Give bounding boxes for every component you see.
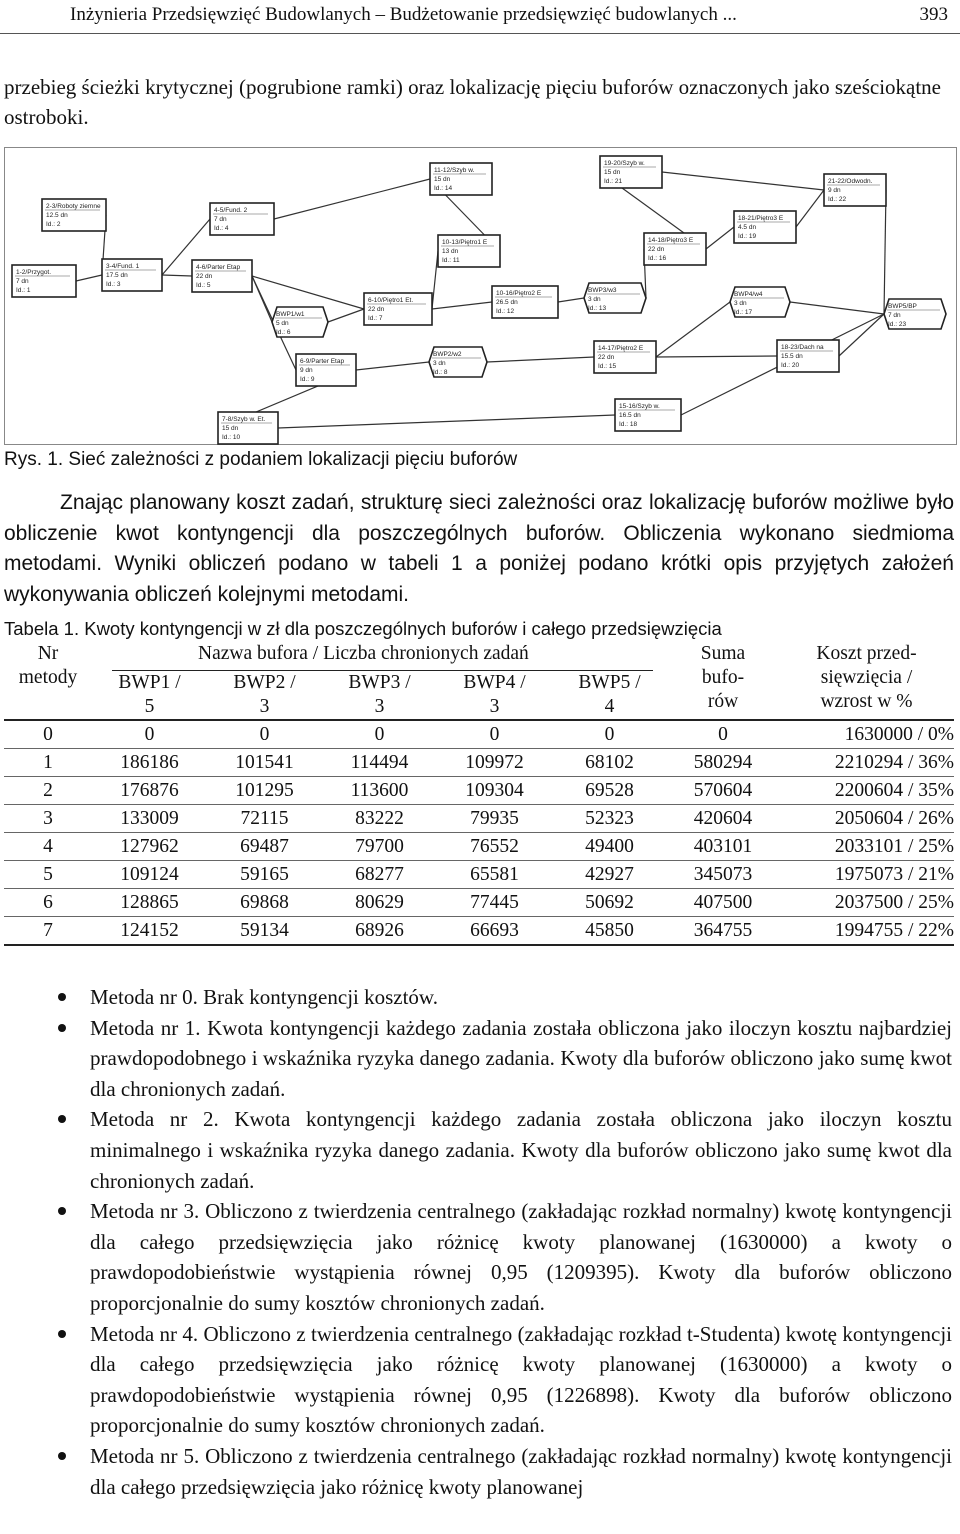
node-duration: 16.5 dn <box>619 412 641 419</box>
node-id: Id.: 22 <box>828 196 847 203</box>
node-duration: 9 dn <box>828 187 841 194</box>
node-duration: 7 dn <box>214 216 227 223</box>
node-duration: 22 dn <box>196 273 213 280</box>
header-group-label: Nazwa bufora / Liczba chronionych zadań <box>198 643 529 664</box>
method-item <box>54 1319 952 1441</box>
task-node <box>102 259 162 291</box>
node-duration: 3 dn <box>588 296 601 303</box>
buffer-node <box>272 307 328 337</box>
task-node <box>777 340 839 372</box>
buffer-name: BWP4 / <box>463 672 526 693</box>
node-label: 6-10/Piętro1 Et. <box>368 297 414 304</box>
method-item-text: Metoda nr 2. Kwota kontyngencji każdego zadania została obliczona jako iloczyn kosztu minimalnego i wskaźnika ryzyka danego zadania. Kwoty dla buforów obliczono jako sumę kwot dla chronionych zadań. <box>90 1107 952 1193</box>
table-cell: 345073 <box>667 861 779 889</box>
method-item <box>54 1104 952 1196</box>
task-node <box>42 199 106 231</box>
table-cell: 113600 <box>322 777 437 805</box>
node-duration: 15 dn <box>222 425 239 432</box>
table-cell: 2037500 / 25% <box>779 889 954 917</box>
header-buffer-4 <box>437 671 552 720</box>
method-item <box>54 1013 952 1105</box>
figure-caption: Rys. 1. Sieć zależności z podaniem lokalizacji pięciu buforów <box>4 449 518 470</box>
contingency-table <box>4 642 954 946</box>
buffer-node <box>429 347 487 377</box>
bullet-dot-icon <box>58 1452 66 1460</box>
table-cell: 69868 <box>207 889 322 917</box>
method-number-cell: 1 <box>4 749 92 777</box>
node-id: Id.: 16 <box>648 255 667 262</box>
bullet-dot-icon <box>58 1207 66 1215</box>
task-node <box>824 174 886 206</box>
node-label: 18-23/Dach na <box>781 344 824 351</box>
bullet-dot-icon <box>58 1115 66 1123</box>
dependency-network-diagram <box>4 147 957 445</box>
buffer-count: 5 <box>144 696 155 717</box>
table-cell: 72115 <box>207 805 322 833</box>
node-duration: 12.5 dn <box>46 212 68 219</box>
node-label: 7-8/Szyb w. Et. <box>222 416 266 423</box>
node-label: 6-9/Parter Etap <box>300 358 345 365</box>
method-number-cell: 5 <box>4 861 92 889</box>
body-paragraph <box>4 488 954 610</box>
task-node <box>192 260 252 292</box>
table-cell: 69487 <box>207 833 322 861</box>
table-cell: 50692 <box>552 889 667 917</box>
table-cell: 127962 <box>92 833 207 861</box>
header-sum-line1: Suma <box>700 643 746 664</box>
header-nr-line1: Nr <box>37 643 59 664</box>
node-label: 2-3/Roboty ziemne <box>46 203 101 210</box>
node-duration: 13 dn <box>442 248 459 255</box>
node-duration: 17.5 dn <box>106 272 128 279</box>
table-cell: 80629 <box>322 889 437 917</box>
node-duration: 5 dn <box>276 320 289 327</box>
table-cell: 2050604 / 26% <box>779 805 954 833</box>
buffer-node <box>730 287 790 317</box>
method-number-cell: 6 <box>4 889 92 917</box>
table-cell: 109304 <box>437 777 552 805</box>
table-cell: 133009 <box>92 805 207 833</box>
task-node <box>594 341 656 373</box>
task-node <box>364 293 432 325</box>
header-nr-line2: metody <box>18 667 78 688</box>
node-label: 1-2/Przygot. <box>16 269 52 276</box>
header-cost-line3: wzrost w % <box>820 691 913 712</box>
node-duration: 22 dn <box>648 246 665 253</box>
node-duration: 7 dn <box>888 312 901 319</box>
table-row <box>4 720 954 749</box>
node-id: Id.: 10 <box>222 434 241 441</box>
method-list <box>54 982 952 1502</box>
node-duration: 4.5 dn <box>738 224 757 231</box>
node-label: 18-21/Piętro3 E <box>738 215 784 222</box>
table-row <box>4 777 954 805</box>
table-cell: 101295 <box>207 777 322 805</box>
task-node <box>615 399 681 431</box>
buffer-count: 3 <box>489 696 500 717</box>
task-node <box>210 203 274 235</box>
table-caption: Tabela 1. Kwoty kontyngencji w zł dla poszczególnych buforów i całego przedsięwzięcia <box>4 618 722 639</box>
table-cell: 2200604 / 35% <box>779 777 954 805</box>
body-paragraph-text: Znając planowany koszt zadań, strukturę sieci zależności oraz lokalizację buforów możliwe było obliczenie kwot kontyngencji dla poszczególnych buforów. Obliczenia wykonano siedmioma metodami. Wyniki obliczeń podano w tabeli 1 a poniżej podano krótki opis przyjętych założeń wykonywania obliczeń kolejnymi metodami. <box>4 491 954 606</box>
header-buffer-2 <box>207 671 322 720</box>
running-header <box>0 0 960 34</box>
table-cell: 2210294 / 36% <box>779 749 954 777</box>
table-cell: 68277 <box>322 861 437 889</box>
table-cell: 83222 <box>322 805 437 833</box>
method-number-cell: 0 <box>4 720 92 749</box>
method-item <box>54 982 952 1013</box>
header-group <box>92 642 667 671</box>
buffer-node <box>884 299 946 329</box>
node-id: Id.: 21 <box>604 178 623 185</box>
table-cell: 49400 <box>552 833 667 861</box>
header-buffer-3 <box>322 671 437 720</box>
table-cell: 109124 <box>92 861 207 889</box>
table-cell: 403101 <box>667 833 779 861</box>
node-id: Id.: 2 <box>46 221 61 228</box>
table-cell: 42927 <box>552 861 667 889</box>
header-buffer-1 <box>92 671 207 720</box>
node-label: 14-17/Piętro2 E <box>598 345 644 352</box>
node-label: 15-16/Szyb w. <box>619 403 660 410</box>
table-cell: 114494 <box>322 749 437 777</box>
buffer-node <box>584 283 646 313</box>
table-cell: 570604 <box>667 777 779 805</box>
buffer-name: BWP1 / <box>118 672 181 693</box>
node-label: 4-6/Parter Etap <box>196 264 241 271</box>
node-id: Id.: 3 <box>106 281 121 288</box>
table-cell: 68926 <box>322 917 437 946</box>
node-label: 3-4/Fund. 1 <box>106 263 140 270</box>
table-cell: 580294 <box>667 749 779 777</box>
table-row <box>4 749 954 777</box>
method-item-text: Metoda nr 1. Kwota kontyngencji każdego zadania została obliczona jako iloczyn kosztu najbardziej prawdopodobnego i wskaźnika ryzyka danego zadania. Kwoty dla buforów obliczono jako sumę kwot dla chronionych zadań. <box>90 1015 952 1101</box>
node-duration: 15.5 dn <box>781 353 803 360</box>
table-cell: 76552 <box>437 833 552 861</box>
method-number-cell: 2 <box>4 777 92 805</box>
node-duration: 7 dn <box>16 278 29 285</box>
task-node <box>438 235 500 267</box>
table-cell: 124152 <box>92 917 207 946</box>
node-id: Id.: 12 <box>496 308 515 315</box>
node-duration: 26.5 dn <box>496 299 518 306</box>
node-id: Id.: 7 <box>368 315 383 322</box>
node-id: Id.: 6 <box>276 329 291 336</box>
table-cell: 186186 <box>92 749 207 777</box>
task-node <box>644 233 706 265</box>
table-cell: 0 <box>552 720 667 749</box>
table-cell: 0 <box>92 720 207 749</box>
node-id: Id.: 19 <box>738 233 757 240</box>
node-id: Id.: 13 <box>588 305 607 312</box>
table-cell: 69528 <box>552 777 667 805</box>
node-id: Id.: 14 <box>434 185 453 192</box>
node-duration: 9 dn <box>300 367 313 374</box>
node-label: BWP5/BP <box>888 303 917 310</box>
table-row <box>4 805 954 833</box>
page-number: 393 <box>919 4 948 25</box>
node-id: Id.: 8 <box>433 369 448 376</box>
network-figure <box>4 147 957 445</box>
method-item <box>54 1196 952 1318</box>
node-label: 21-22/Odwodn. <box>828 178 873 185</box>
table-row <box>4 861 954 889</box>
bullet-dot-icon <box>58 1330 66 1338</box>
task-node <box>218 412 278 444</box>
table-cell: 101541 <box>207 749 322 777</box>
node-duration: 15 dn <box>604 169 621 176</box>
table-cell: 1975073 / 21% <box>779 861 954 889</box>
buffer-name: BWP3 / <box>348 672 411 693</box>
method-number-cell: 7 <box>4 917 92 946</box>
table-cell: 176876 <box>92 777 207 805</box>
table-cell: 66693 <box>437 917 552 946</box>
header-sum-line2: bufo- <box>701 667 745 688</box>
table-cell: 2033101 / 25% <box>779 833 954 861</box>
table-cell: 420604 <box>667 805 779 833</box>
node-label: 4-5/Fund. 2 <box>214 207 248 214</box>
node-label: 10-13/Piętro1 E <box>442 239 488 246</box>
node-label: 14-18/Piętro3 E <box>648 237 694 244</box>
table-row <box>4 889 954 917</box>
method-item-text: Metoda nr 5. Obliczono z twierdzenia centralnego (zakładając rozkład normalny) kwotę kontyngencji dla całego przedsięwzięcia jako różnicę kwoty planowanej <box>90 1443 952 1499</box>
task-node <box>430 163 492 195</box>
table-row <box>4 833 954 861</box>
table-cell: 45850 <box>552 917 667 946</box>
node-id: Id.: 18 <box>619 421 638 428</box>
node-duration: 3 dn <box>734 300 747 307</box>
table-cell: 0 <box>322 720 437 749</box>
table-cell: 0 <box>207 720 322 749</box>
table-cell: 1630000 / 0% <box>779 720 954 749</box>
buffer-count: 3 <box>374 696 385 717</box>
table-cell: 1994755 / 22% <box>779 917 954 946</box>
node-id: Id.: 5 <box>196 282 211 289</box>
table-cell: 407500 <box>667 889 779 917</box>
header-cost-line2: sięwzięcia / <box>820 667 913 688</box>
node-label: BWP3/w3 <box>588 287 617 294</box>
node-label: BWP2/w2 <box>433 351 462 358</box>
table-cell: 109972 <box>437 749 552 777</box>
header-cost <box>779 642 954 720</box>
node-id: Id.: 9 <box>300 376 315 383</box>
node-duration: 15 dn <box>434 176 451 183</box>
header-cost-line1: Koszt przed- <box>816 643 917 664</box>
buffer-name: BWP5 / <box>578 672 641 693</box>
node-label: BWP4/w4 <box>734 291 763 298</box>
journal-title: Inżynieria Przedsięwzięć Budowlanych – Budżetowanie przedsięwzięć budowlanych ... <box>70 4 737 25</box>
buffer-count: 3 <box>259 696 270 717</box>
node-duration: 3 dn <box>433 360 446 367</box>
header-nr <box>4 642 92 720</box>
node-duration: 22 dn <box>368 306 385 313</box>
method-item-text: Metoda nr 4. Obliczono z twierdzenia centralnego (zakładając rozkład t-Studenta) kwotę kontyngencji dla całego przedsięwzięcia jako różnicę kwoty planowanej (1630000) a kwoty o prawdopodobieństwie wystąpienia równej 0,95 (1226898). Kwoty dla buforów obliczono proporcjonalnie do sumy kosztów chronionych zadań. <box>90 1321 952 1438</box>
header-sum <box>667 642 779 720</box>
node-label: 10-16/Piętro2 E <box>496 290 542 297</box>
table-cell: 364755 <box>667 917 779 946</box>
bullet-dot-icon <box>58 1024 66 1032</box>
table-cell: 52323 <box>552 805 667 833</box>
node-id: Id.: 20 <box>781 362 800 369</box>
header-buffer-5 <box>552 671 667 720</box>
method-item-text: Metoda nr 3. Obliczono z twierdzenia centralnego (zakładając rozkład normalny) kwotę kontyngencji dla całego przedsięwzięcia jako różnicę kwoty planowanej (1630000) a kwoty o prawdopodobieństwie wystąpienia równej 0,95 (1209395). Kwoty dla buforów obliczono proporcjonalnie do sumy kosztów chronionych zadań. <box>90 1199 952 1315</box>
table-cell: 0 <box>667 720 779 749</box>
node-label: 11-12/Szyb w. <box>434 167 475 174</box>
table-row <box>4 917 954 946</box>
node-id: Id.: 23 <box>888 321 907 328</box>
table-cell: 65581 <box>437 861 552 889</box>
method-number-cell: 4 <box>4 833 92 861</box>
task-node <box>12 265 76 297</box>
node-label: 19-20/Szyb w. <box>604 160 645 167</box>
node-label: BWP1/w1 <box>276 311 305 318</box>
bullet-dot-icon <box>58 993 66 1001</box>
table-cell: 77445 <box>437 889 552 917</box>
method-item-text: Metoda nr 0. Brak kontyngencji kosztów. <box>90 985 438 1009</box>
table-cell: 79935 <box>437 805 552 833</box>
task-node <box>600 156 662 188</box>
method-item <box>54 1441 952 1502</box>
intro-text: przebieg ścieżki krytycznej (pogrubione ramki) oraz lokalizację pięciu buforów oznaczonych jako sześciokątne ostroboki. <box>4 75 942 129</box>
table-cell: 59165 <box>207 861 322 889</box>
table-header-row-1 <box>4 642 954 671</box>
node-id: Id.: 17 <box>734 309 753 316</box>
header-sum-line3: rów <box>707 691 739 712</box>
table-cell: 68102 <box>552 749 667 777</box>
table-cell: 0 <box>437 720 552 749</box>
method-number-cell: 3 <box>4 805 92 833</box>
task-node <box>492 286 558 318</box>
table-cell: 59134 <box>207 917 322 946</box>
table-cell: 79700 <box>322 833 437 861</box>
node-id: Id.: 15 <box>598 363 617 370</box>
buffer-name: BWP2 / <box>233 672 296 693</box>
node-duration: 22 dn <box>598 354 615 361</box>
table-cell: 128865 <box>92 889 207 917</box>
buffer-count: 4 <box>604 696 615 717</box>
task-node <box>734 211 796 243</box>
node-id: Id.: 11 <box>442 257 460 264</box>
node-id: Id.: 1 <box>16 287 31 294</box>
node-id: Id.: 4 <box>214 225 229 232</box>
task-node <box>296 354 356 386</box>
